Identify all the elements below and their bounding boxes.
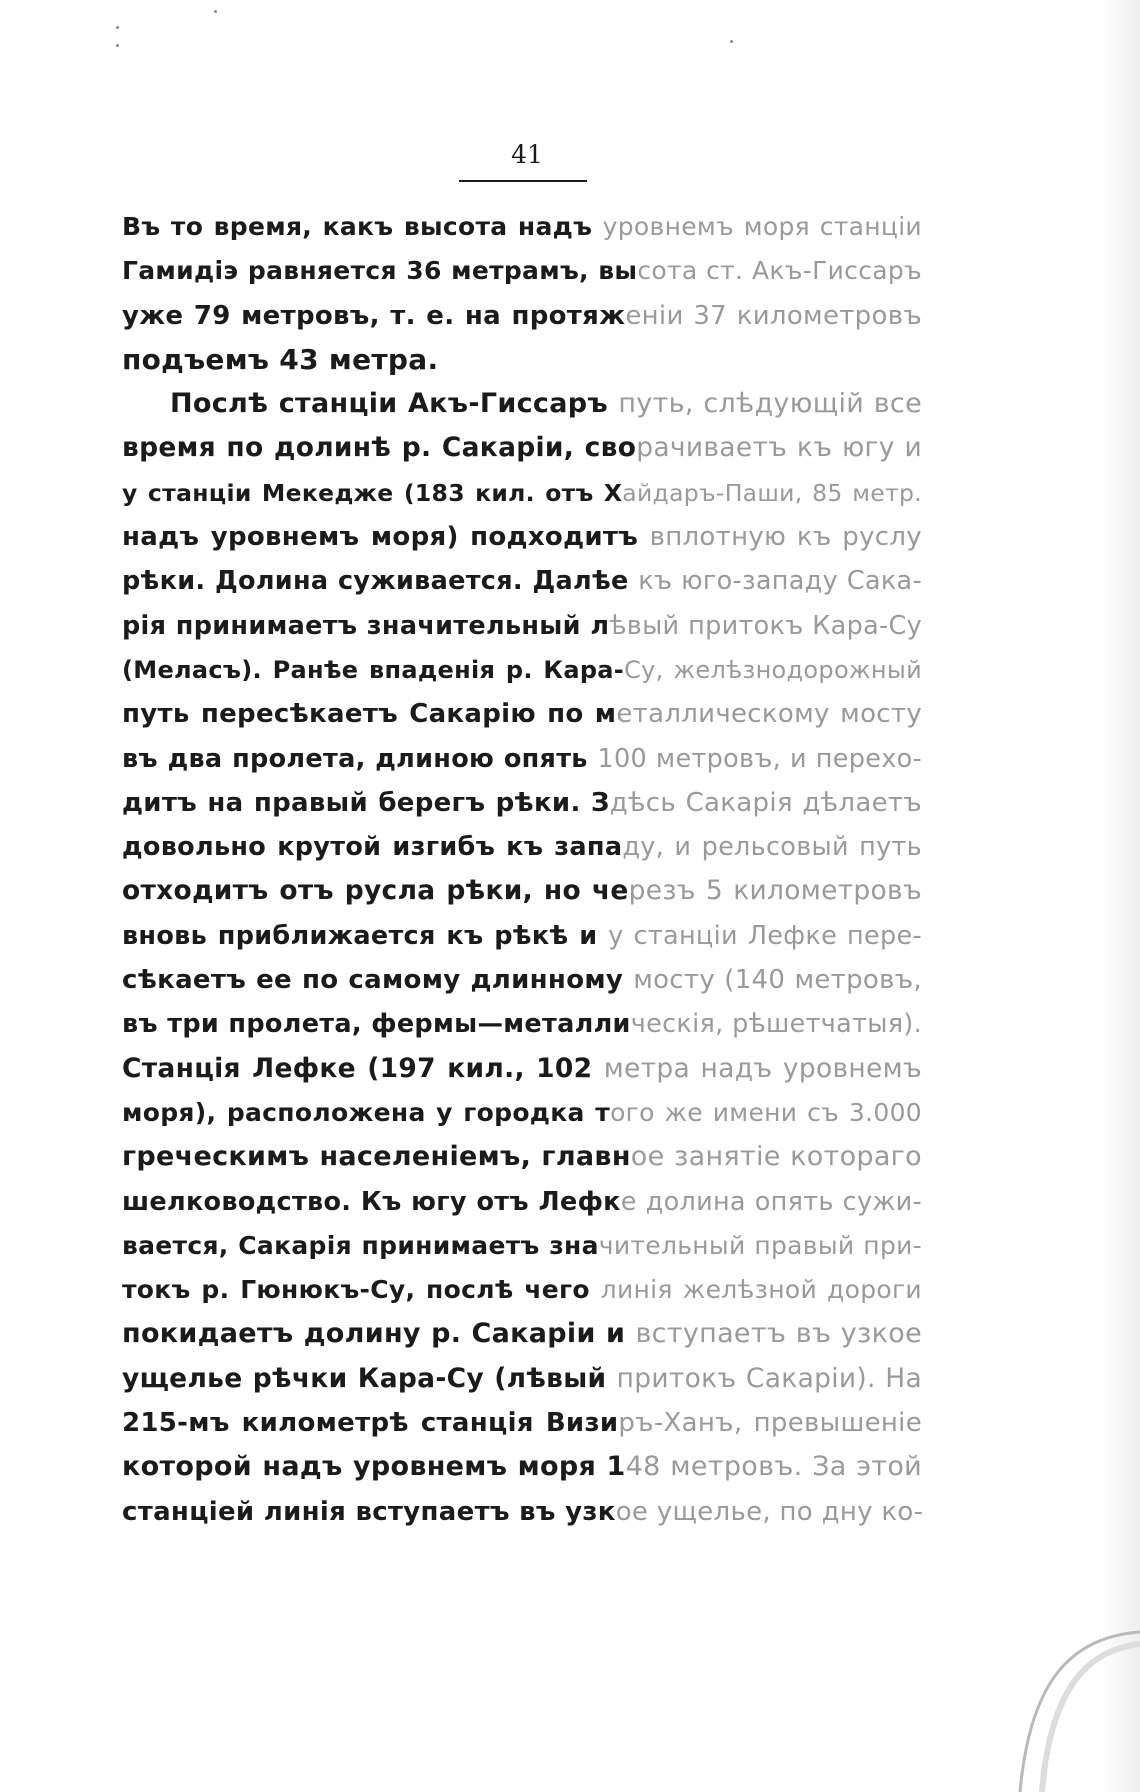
page-edge-shadow: [1100, 0, 1140, 1792]
text-line-faded: айдаръ-Паши, 85 метр.: [622, 478, 922, 507]
text-line: [122, 205, 922, 249]
text-line: [122, 1490, 922, 1534]
text-line-dark: вается, Сакарія принимаетъ зна: [122, 1230, 599, 1260]
text-line: [122, 1357, 922, 1401]
text-line: [122, 1180, 922, 1224]
text-line: [122, 515, 922, 559]
text-line-dark: подъемъ 43 метра.: [122, 342, 439, 376]
text-line-dark: шелководство. Къ югу отъ Лефк: [122, 1186, 621, 1217]
text-line-faded: ческія, рѣшетчатыя).: [630, 1009, 922, 1040]
text-line-dark: моря), расположена у городка т: [122, 1097, 611, 1127]
text-line-faded: е долина опять сужи-: [620, 1186, 922, 1217]
text-line: [122, 338, 922, 382]
text-line-faded: вплотную къ руслу: [649, 522, 922, 553]
text-line: [122, 781, 922, 825]
text-line-dark: рѣки. Долина суживается. Далѣе: [122, 566, 639, 597]
text-line-faded: сота ст. Акъ-Гиссаръ: [637, 256, 923, 286]
text-line: [122, 1268, 922, 1312]
text-line-faded: ръ-Ханъ, превышеніе: [618, 1408, 922, 1439]
text-line: [122, 249, 922, 293]
text-line-dark: Станція Лефке (197 кил., 102: [122, 1052, 604, 1084]
text-line: [122, 1401, 922, 1445]
text-line-faded: вступаетъ въ узкое: [635, 1318, 923, 1350]
text-line: [122, 914, 922, 958]
text-line-faded: линія желѣзной дороги: [600, 1275, 922, 1305]
text-line-dark: вновь приближается къ рѣкѣ и: [122, 920, 609, 951]
text-line-faded: еніи 37 километровъ: [625, 300, 922, 331]
text-line-faded: метра надъ уровнемъ: [603, 1052, 922, 1084]
text-line-dark: время по долинѣ р. Сакаріи, сво: [122, 432, 637, 464]
text-line-dark: греческимъ населеніемъ, главн: [122, 1141, 631, 1173]
text-line: [122, 604, 922, 648]
text-line: [122, 869, 922, 913]
text-line-faded: ду, и рельсовый путь: [622, 832, 922, 863]
text-line: [122, 1445, 922, 1489]
text-line-faded: путь, слѣдующій все: [618, 388, 922, 420]
page-number: 41: [511, 140, 543, 169]
text-line-faded: уровнемъ моря станціи: [602, 212, 922, 241]
text-line: [122, 559, 922, 603]
text-line: [122, 471, 922, 515]
text-line-dark: дитъ на правый берегъ рѣки. З: [122, 787, 610, 818]
text-line-faded: чительный правый при-: [598, 1230, 922, 1260]
text-line-dark: покидаетъ долину р. Сакаріи и: [122, 1318, 636, 1350]
scan-speck: [730, 40, 733, 43]
scan-speck: [116, 26, 119, 29]
text-line-faded: резъ 5 километровъ: [628, 875, 922, 907]
text-line-faded: рачиваетъ къ югу и: [636, 432, 922, 464]
text-line: [122, 1091, 922, 1135]
text-line: [122, 294, 922, 338]
text-line-faded: ое занятіе котораго: [630, 1141, 922, 1173]
text-line-dark: Гамидіэ равняется 36 метрамъ, вы: [122, 256, 638, 286]
page-curl-mark: [990, 1532, 1140, 1792]
text-line-faded: притокъ Сакаріи). На: [616, 1362, 923, 1394]
text-line-faded: еталлическому мосту: [616, 699, 923, 730]
text-line: [122, 825, 922, 869]
text-line-dark: довольно крутой изгибъ къ запа: [122, 832, 623, 863]
text-line-dark: отходитъ отъ русла рѣки, но че: [122, 875, 629, 907]
text-line-dark: надъ уровнемъ моря) подходитъ: [122, 522, 650, 553]
text-line-dark: станцiей линія вступаетъ въ узк: [122, 1496, 616, 1527]
text-line-dark: въ три пролета, фермы—металли: [122, 1009, 631, 1040]
text-line-dark: у станціи Мекедже (183 кил. отъ Х: [122, 478, 623, 507]
text-line: [122, 426, 922, 470]
text-line: [122, 648, 922, 692]
scan-speck: [214, 10, 217, 13]
text-line-dark: Послѣ станціи Акъ-Гиссаръ: [170, 388, 619, 420]
text-line: [122, 737, 922, 781]
text-line-faded: ое ущелье, по дну ко-: [615, 1496, 924, 1527]
text-line-faded: къ юго-западу Сака-: [638, 566, 922, 597]
text-line: [122, 692, 922, 736]
text-line-dark: (Меласъ). Ранѣе впаденія р. Кара-: [122, 655, 625, 684]
text-line-dark: которой надъ уровнемъ моря 1: [122, 1451, 626, 1483]
page-number-rule: [459, 180, 587, 182]
text-line-faded: ѣвый притокъ Кара-Су: [609, 610, 922, 641]
text-line: [122, 958, 922, 1002]
text-line-faded: 100 метровъ, и перехо-: [597, 743, 922, 774]
text-line-dark: сѣкаетъ ее по самому длинному: [122, 965, 634, 996]
text-line-dark: уже 79 метровъ, т. е. на протяж: [122, 300, 626, 331]
scan-speck: [116, 44, 119, 47]
text-line-dark: 215-мъ километрѣ станція Визи: [122, 1408, 619, 1439]
text-line: [122, 1135, 922, 1179]
text-line-dark: путь пересѣкаетъ Сакарію по м: [122, 699, 617, 730]
text-line-dark: въ два пролета, длиною опять: [122, 743, 598, 774]
text-line-faded: у станціи Лефке пере-: [608, 920, 922, 951]
text-line-faded: 48 метровъ. За этой: [625, 1451, 923, 1483]
text-line-dark: токъ р. Гюнюкъ-Су, послѣ чего: [122, 1275, 601, 1305]
text-line-dark: ущелье рѣчки Кара-Су (лѣвый: [122, 1362, 617, 1394]
text-line-faded: ого же имени съ 3.000: [610, 1097, 922, 1127]
text-line: [122, 1312, 922, 1356]
text-line: [122, 1047, 922, 1091]
text-line-dark: рія принимаетъ значительный л: [122, 610, 610, 641]
text-line: [122, 1224, 922, 1268]
body-text: [122, 205, 922, 1534]
text-line-faded: Су, желѣзнодорожный: [624, 655, 922, 684]
text-line-dark: Въ то время, какъ высота надъ: [122, 212, 603, 241]
text-line: [122, 382, 922, 426]
text-line: [122, 1002, 922, 1046]
text-line-faded: дѣсь Сакарія дѣлаетъ: [609, 787, 922, 818]
text-line-faded: мосту (140 метровъ,: [633, 965, 922, 996]
